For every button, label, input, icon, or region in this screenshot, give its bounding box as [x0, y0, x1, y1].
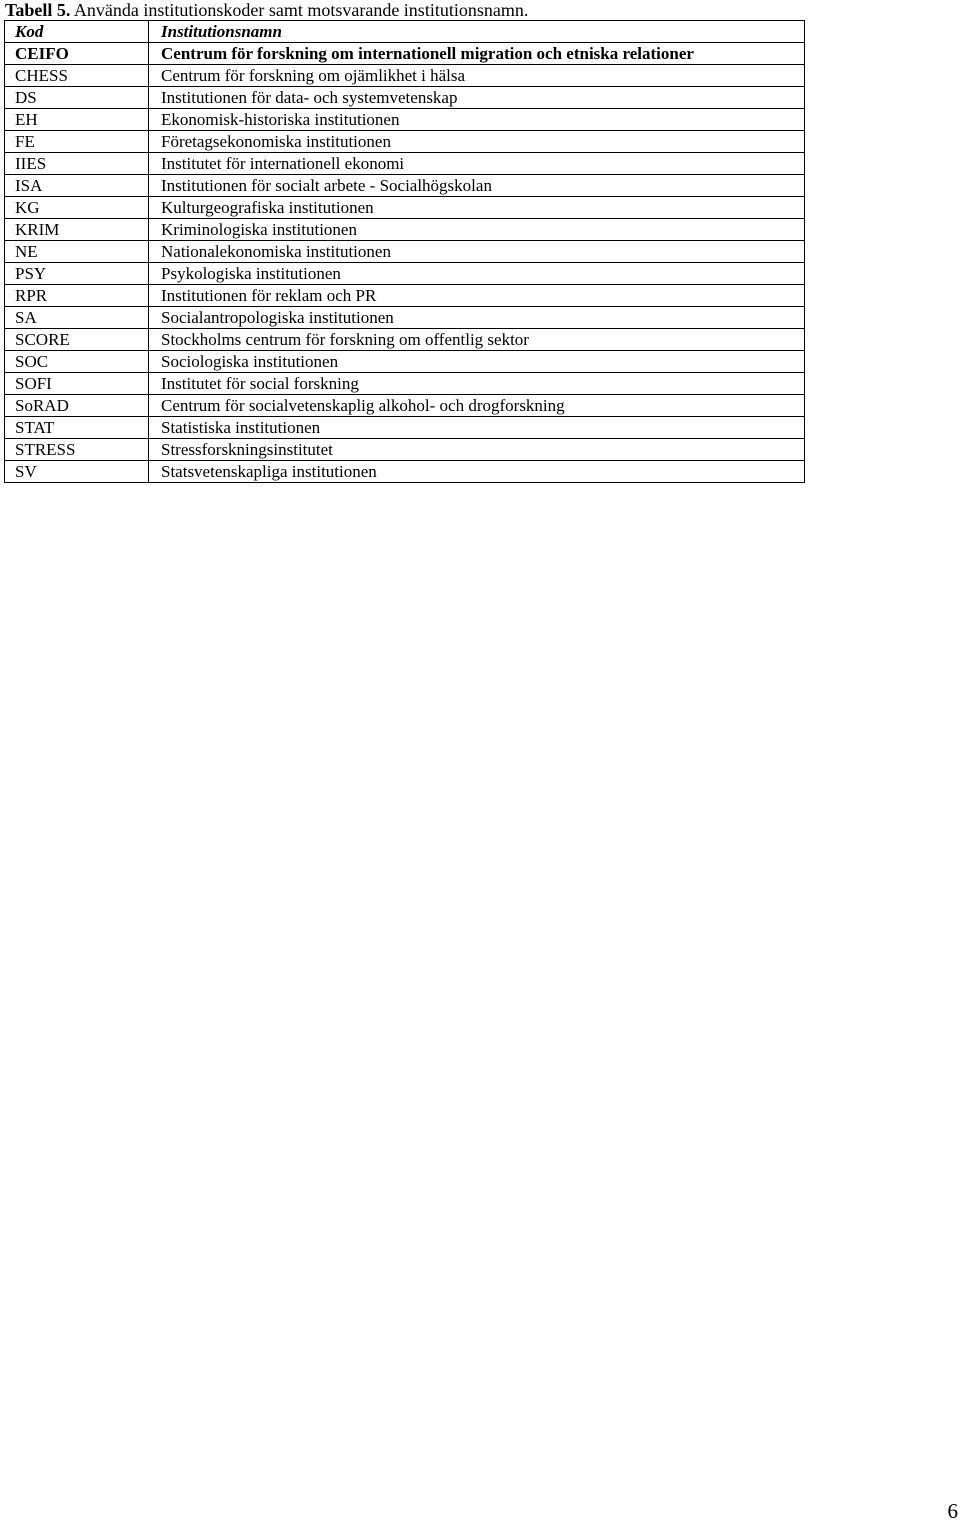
table-row	[5, 417, 805, 439]
table-row	[5, 109, 805, 131]
institution-name: Kulturgeografiska institutionen	[149, 197, 805, 219]
institution-code: DS	[5, 87, 149, 109]
table-row	[5, 131, 805, 153]
header-code: Kod	[5, 21, 149, 43]
header-name: Institutionsnamn	[149, 21, 805, 43]
institution-name: Företagsekonomiska institutionen	[149, 131, 805, 153]
page-number: 6	[947, 1499, 958, 1523]
institution-code: EH	[5, 109, 149, 131]
table-row	[5, 351, 805, 373]
institution-name: Psykologiska institutionen	[149, 263, 805, 285]
table-row	[5, 65, 805, 87]
institution-code: RPR	[5, 285, 149, 307]
table-row	[5, 87, 805, 109]
institution-name: Institutionen för socialt arbete - Socialhögskolan	[149, 175, 805, 197]
table-row	[5, 329, 805, 351]
institution-name: Institutet för internationell ekonomi	[149, 153, 805, 175]
institution-name: Socialantropologiska institutionen	[149, 307, 805, 329]
table-row	[5, 175, 805, 197]
institution-code: FE	[5, 131, 149, 153]
institution-code: SA	[5, 307, 149, 329]
table-row	[5, 373, 805, 395]
institution-code: STAT	[5, 417, 149, 439]
table-row	[5, 153, 805, 175]
table-body	[5, 43, 805, 483]
institution-code: SOFI	[5, 373, 149, 395]
institution-name: Statistiska institutionen	[149, 417, 805, 439]
institution-code: PSY	[5, 263, 149, 285]
institution-name: Institutet för social forskning	[149, 373, 805, 395]
institution-name: Kriminologiska institutionen	[149, 219, 805, 241]
institution-name: Nationalekonomiska institutionen	[149, 241, 805, 263]
institution-name: Ekonomisk-historiska institutionen	[149, 109, 805, 131]
institution-name: Stressforskningsinstitutet	[149, 439, 805, 461]
institution-code: IIES	[5, 153, 149, 175]
institution-code: SoRAD	[5, 395, 149, 417]
institution-name: Institutionen för data- och systemvetenskap	[149, 87, 805, 109]
table-header-row	[5, 21, 805, 43]
institution-name: Centrum för forskning om ojämlikhet i hälsa	[149, 65, 805, 87]
institution-name: Sociologiska institutionen	[149, 351, 805, 373]
institution-table	[4, 20, 805, 483]
institution-code: KRIM	[5, 219, 149, 241]
table-row	[5, 439, 805, 461]
institution-code: ISA	[5, 175, 149, 197]
table-row	[5, 461, 805, 483]
institution-name: Statsvetenskapliga institutionen	[149, 461, 805, 483]
institution-code: SV	[5, 461, 149, 483]
table-row	[5, 307, 805, 329]
institution-code: STRESS	[5, 439, 149, 461]
institution-code: CHESS	[5, 65, 149, 87]
table-row	[5, 197, 805, 219]
institution-code: SCORE	[5, 329, 149, 351]
table-caption	[5, 0, 528, 20]
institution-code: NE	[5, 241, 149, 263]
table-row	[5, 241, 805, 263]
institution-name: Institutionen för reklam och PR	[149, 285, 805, 307]
table-row	[5, 263, 805, 285]
table-row	[5, 285, 805, 307]
institution-name: Centrum för socialvetenskaplig alkohol- och drogforskning	[149, 395, 805, 417]
table-row	[5, 395, 805, 417]
institution-code: CEIFO	[5, 43, 149, 65]
institution-code: KG	[5, 197, 149, 219]
caption-label: Tabell 5.	[5, 0, 71, 20]
caption-text: Använda institutionskoder samt motsvarande institutionsnamn.	[70, 0, 529, 20]
institution-name: Centrum för forskning om internationell migration och etniska relationer	[149, 43, 805, 65]
institution-name: Stockholms centrum för forskning om offentlig sektor	[149, 329, 805, 351]
table-row	[5, 219, 805, 241]
table-row	[5, 43, 805, 65]
institution-code: SOC	[5, 351, 149, 373]
